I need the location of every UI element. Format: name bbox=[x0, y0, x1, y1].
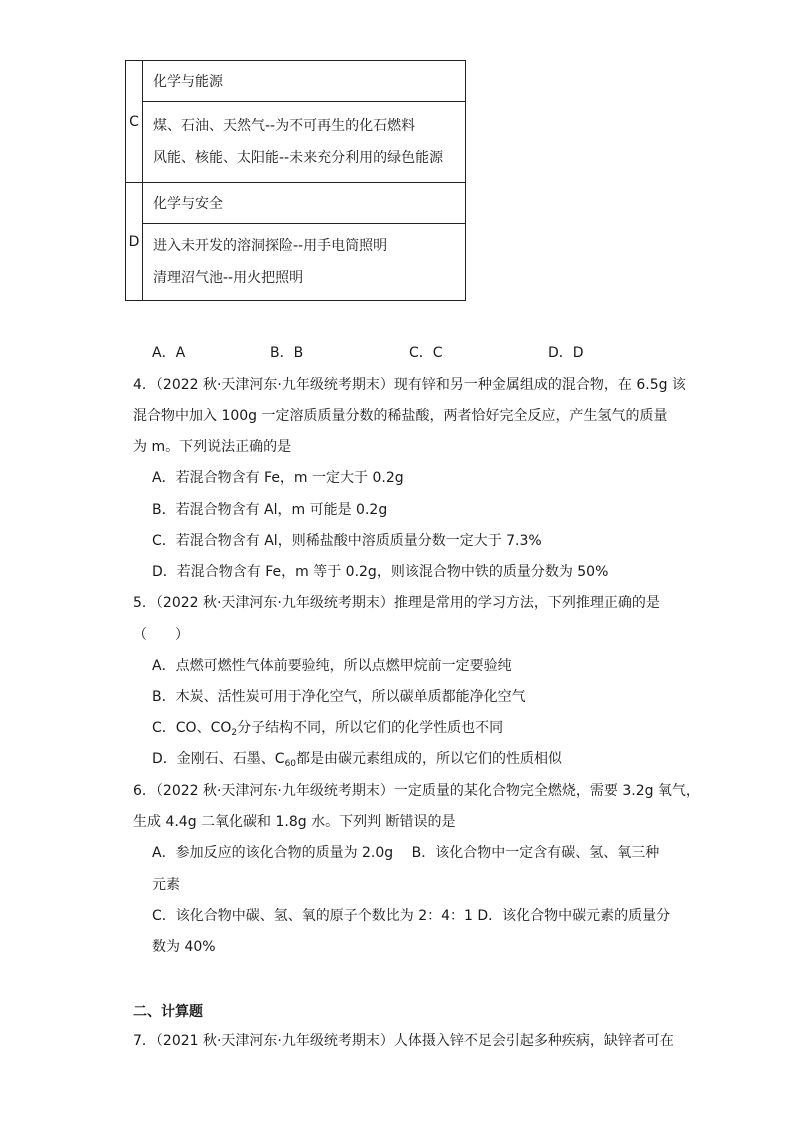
row-c-line-2: 风能、核能、太阳能--未来充分利用的绿色能源 bbox=[153, 150, 444, 166]
q4-stem-2: 混合物中加入 100g 一定溶质质量分数的稀盐酸，两者恰好完全反应，产生氢气的质量 bbox=[133, 408, 668, 424]
q5-option-d bbox=[152, 748, 562, 768]
section-heading: 二、计算题 bbox=[133, 1004, 203, 1020]
row-d-line-1: 进入未开发的溶洞探险--用手电筒照明 bbox=[153, 238, 388, 254]
q3-option-d: D．D bbox=[548, 345, 584, 361]
row-d-body bbox=[143, 224, 466, 301]
q5-option-b: B．木炭、活性炭可用于净化空气，所以碳单质都能净化空气 bbox=[152, 689, 526, 705]
row-d-line-2: 清理沼气池--用火把照明 bbox=[153, 270, 304, 286]
q6-option-cd-cont: 数为 40% bbox=[152, 939, 216, 955]
q5-option-c-pre: C．CO、CO bbox=[152, 720, 232, 736]
q4-option-b: B．若混合物含有 Al，m 可能是 0.2g bbox=[152, 502, 388, 518]
q4-option-c: C．若混合物含有 Al，则稀盐酸中溶质质量分数一定大于 7.3% bbox=[152, 533, 542, 549]
row-letter-d: D bbox=[126, 183, 143, 301]
row-c-body bbox=[143, 102, 466, 183]
q6-stem-1: 6．（2022 秋·天津河东·九年级统考期末）一定质量的某化合物完全燃烧，需要 3.2g 氧气， bbox=[133, 783, 700, 799]
q7-stem-1: 7．（2021 秋·天津河东·九年级统考期末）人体摄入锌不足会引起多种疾病，缺锌者可在 bbox=[133, 1033, 674, 1049]
knowledge-table bbox=[125, 60, 466, 301]
q4-option-a: A．若混合物含有 Fe，m 一定大于 0.2g bbox=[152, 470, 404, 486]
q3-option-a: A．A bbox=[152, 345, 186, 361]
q5-stem-2: （ ） bbox=[133, 627, 189, 643]
row-d-title: 化学与安全 bbox=[143, 183, 466, 224]
q5-option-d-sub: 60 bbox=[284, 759, 297, 769]
q5-option-c-post: 分子结构不同，所以它们的化学性质也不同 bbox=[237, 720, 504, 736]
q4-stem-3: 为 m。下列说法正确的是 bbox=[133, 439, 292, 455]
row-letter-c: C bbox=[126, 61, 143, 183]
q3-option-b: B．B bbox=[270, 345, 304, 361]
q6-stem-2: 生成 4.4g 二氧化碳和 1.8g 水。下列判 断错误的是 bbox=[133, 814, 456, 830]
q5-stem-1: 5．（2022 秋·天津河东·九年级统考期末）推理是常用的学习方法，下列推理正确的是 bbox=[133, 595, 660, 611]
q5-option-a: A．点燃可燃性气体前要验纯，所以点燃甲烷前一定要验纯 bbox=[152, 658, 512, 674]
q4-option-d: D．若混合物含有 Fe，m 等于 0.2g，则该混合物中铁的质量分数为 50% bbox=[152, 564, 609, 580]
q6-option-ab: A．参加反应的该化合物的质量为 2.0g B．该化合物中一定含有碳、氢、氧三种 bbox=[152, 845, 660, 861]
row-c-title: 化学与能源 bbox=[143, 61, 466, 102]
q5-option-c bbox=[152, 717, 503, 737]
q5-option-d-post: 都是由碳元素组成的，所以它们的性质相似 bbox=[296, 751, 563, 767]
q6-option-ab-cont: 元素 bbox=[152, 877, 180, 893]
q4-stem-1: 4．（2022 秋·天津河东·九年级统考期末）现有锌和另一种金属组成的混合物，在 6.5g 该 bbox=[133, 377, 686, 393]
q6-option-cd: C．该化合物中碳、氢、氧的原子个数比为 2：4：1 D．该化合物中碳元素的质量分 bbox=[152, 908, 671, 924]
q3-option-c: C．C bbox=[409, 345, 443, 361]
q5-option-c-sub: 2 bbox=[231, 728, 238, 738]
q5-option-d-pre: D．金刚石、石墨、C bbox=[152, 751, 285, 767]
row-c-line-1: 煤、石油、天然气--为不可再生的化石燃料 bbox=[153, 118, 416, 134]
